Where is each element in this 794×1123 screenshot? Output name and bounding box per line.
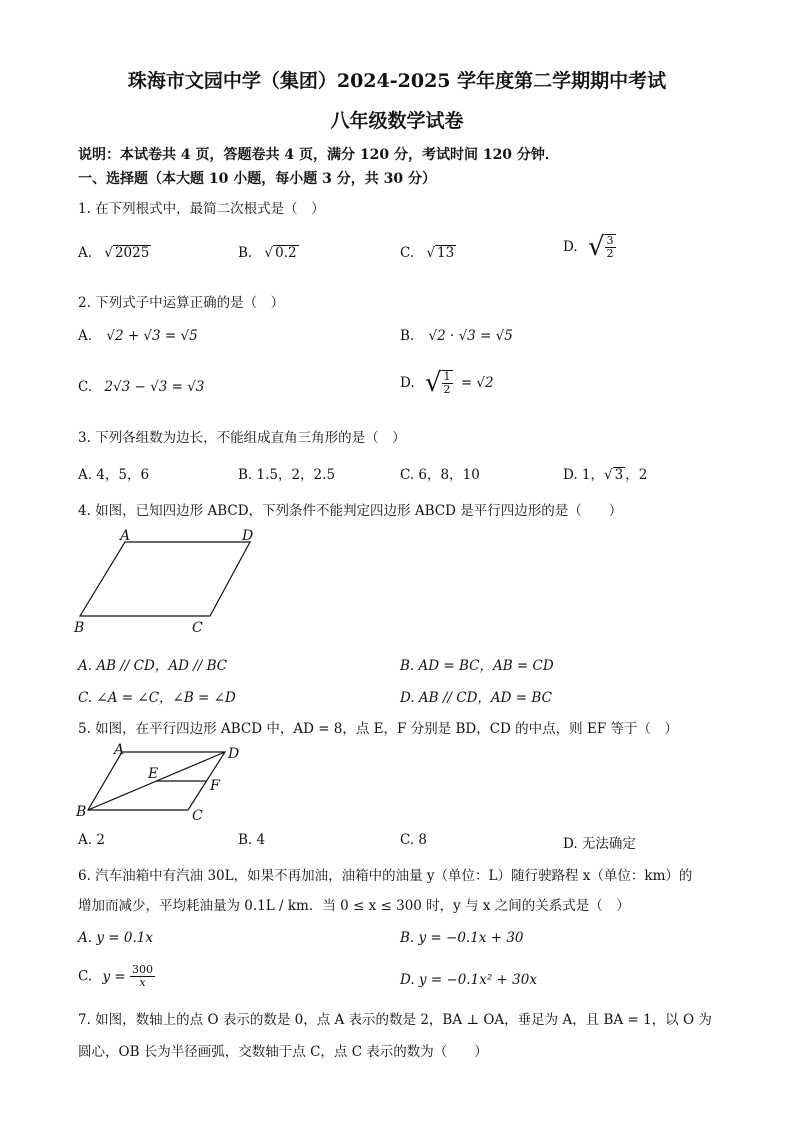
q3-option-d: D. 1，√ 3 ，2 (563, 467, 648, 483)
q1-d-numerator: 3 (606, 234, 614, 247)
q6-c-lhs: y = (102, 968, 126, 985)
q5-label-b: B (76, 804, 87, 820)
q5-label-f: F (210, 778, 220, 794)
q5-option-a: A. 2 (78, 832, 105, 848)
exam-title: 珠海市文园中学（集团）2024-2025 学年度第二学期期中考试 (127, 70, 667, 92)
q4-option-c: C. ∠A = ∠C，∠B = ∠D (78, 690, 236, 706)
q3-d-pre: D. 1， (563, 467, 605, 483)
q2-option-d: D. √ $\frac{1}{2}$ = √2 (400, 368, 494, 398)
q5-option-b: B. 4 (238, 832, 266, 848)
q6-stem-line2: 增加而减少，平均耗油量为 0.1L / km．当 0 ≤ x ≤ 300 时，y 与 x 之间的关系式是（ ） (78, 898, 630, 914)
q2-b-label: B. (400, 328, 415, 344)
q2-d-denominator: 2 (443, 383, 451, 396)
q5-option-d: D. 无法确定 (563, 836, 636, 852)
q3-d-post: ，2 (625, 467, 648, 483)
q2-option-b (400, 328, 513, 344)
q5-stem: 5. 如图，在平行四边形 ABCD 中，AD = 8，点 E，F 分别是 BD，CD 的中点，则 EF 等于（ ） (78, 721, 678, 737)
q3-stem: 3. 下列各组数为边长，不能组成直角三角形的是（ ） (78, 430, 406, 446)
q4-option-d: D. AB // CD，AD = BC (400, 690, 552, 706)
exam-note: 说明：本试卷共 4 页，答题卷共 4 页，满分 120 分，考试时间 120 分钟． (78, 147, 559, 163)
q3-d-radicand: 3 (614, 467, 624, 483)
q4-label-b: B (74, 620, 85, 636)
q3-option-c: C. 6，8，10 (400, 467, 480, 483)
q1-stem: 1. 在下列根式中，最简二次根式是（ ） (78, 201, 325, 217)
q1-c-label: C. (400, 245, 415, 261)
q2-c-expr: 2√3 − √3 = √3 (104, 379, 205, 395)
q3-option-a: A. 4，5，6 (78, 467, 150, 483)
q2-option-a (78, 328, 198, 344)
q6-option-d: D. y = −0.1x² + 30x (400, 972, 537, 988)
q4-option-a: A. AB // CD，AD // BC (78, 658, 228, 674)
exam-subtitle: 八年级数学试卷 (330, 110, 464, 132)
q6-c-numerator: 300 (131, 963, 153, 976)
q2-b-expr: √2 · √3 = √5 (428, 328, 513, 344)
q5-parallelogram-figure (70, 738, 260, 826)
q4-option-b: B. AD = BC，AB = CD (400, 658, 554, 674)
q2-d-rhs: = √2 (460, 375, 494, 391)
q2-stem: 2. 下列式子中运算正确的是（ ） (78, 295, 285, 311)
q6-option-c (78, 964, 155, 989)
q2-d-label: D. (400, 375, 415, 391)
q1-d-denominator: 2 (606, 247, 614, 260)
q5-label-a: A (114, 742, 125, 758)
q2-a-expr: √2 + √3 = √5 (106, 328, 198, 344)
q1-option-a: A. √ 2025 (78, 245, 150, 261)
q1-c-radicand: 13 (437, 245, 455, 261)
q5-option-c: C. 8 (400, 832, 428, 848)
q6-c-label: C. (78, 968, 93, 985)
q4-stem: 4. 如图，已知四边形 ABCD，下列条件不能判定四边形 ABCD 是平行四边形的是（ ） (78, 503, 623, 519)
q1-a-label: A. (78, 245, 93, 261)
q1-option-b: B. √ 0.2 (238, 245, 297, 261)
q7-stem-line2: 圆心，OB 长为半径画弧，交数轴于点 C，点 C 表示的数为（ ） (78, 1044, 488, 1060)
q5-label-e: E (148, 766, 159, 782)
q2-option-c (78, 379, 204, 395)
q6-stem-line1: 6. 汽车油箱中有汽油 30L，如果不再加油，油箱中的油量 y（单位：L）随行驶路程 x（单位：km）的 (78, 868, 693, 884)
section-heading: 一、选择题（本大题 10 小题，每小题 3 分，共 30 分） (78, 171, 436, 187)
q2-a-label: A. (78, 328, 93, 344)
q4-label-a: A (120, 528, 131, 544)
q1-option-c: C. √ 13 (400, 245, 455, 261)
q3-option-b: B. 1.5，2，2.5 (238, 467, 336, 483)
q1-b-radicand: 0.2 (275, 245, 297, 261)
q6-option-b: B. y = −0.1x + 30 (400, 930, 524, 946)
q1-option-d: D. √ $\frac{3}{2}$ (563, 232, 614, 262)
q4-parallelogram-figure (70, 528, 270, 638)
q2-c-label: C. (78, 379, 93, 395)
q7-stem-line1: 7. 如图，数轴上的点 O 表示的数是 0，点 A 表示的数是 2，BA ⊥ OA，垂足为 A，且 BA = 1，以 O 为 (78, 1012, 712, 1028)
q1-d-label: D. (563, 239, 578, 255)
q6-c-denominator: x (139, 976, 146, 989)
q6-option-a: A. y = 0.1x (78, 930, 153, 946)
q1-a-radicand: 2025 (114, 245, 150, 261)
q4-parallelogram (80, 542, 250, 616)
q4-label-c: C (192, 620, 203, 636)
q1-b-label: B. (238, 245, 253, 261)
q2-d-numerator: 1 (443, 370, 451, 383)
q4-label-d: D (242, 528, 254, 544)
q5-label-d: D (228, 746, 240, 762)
q5-label-c: C (192, 808, 203, 824)
